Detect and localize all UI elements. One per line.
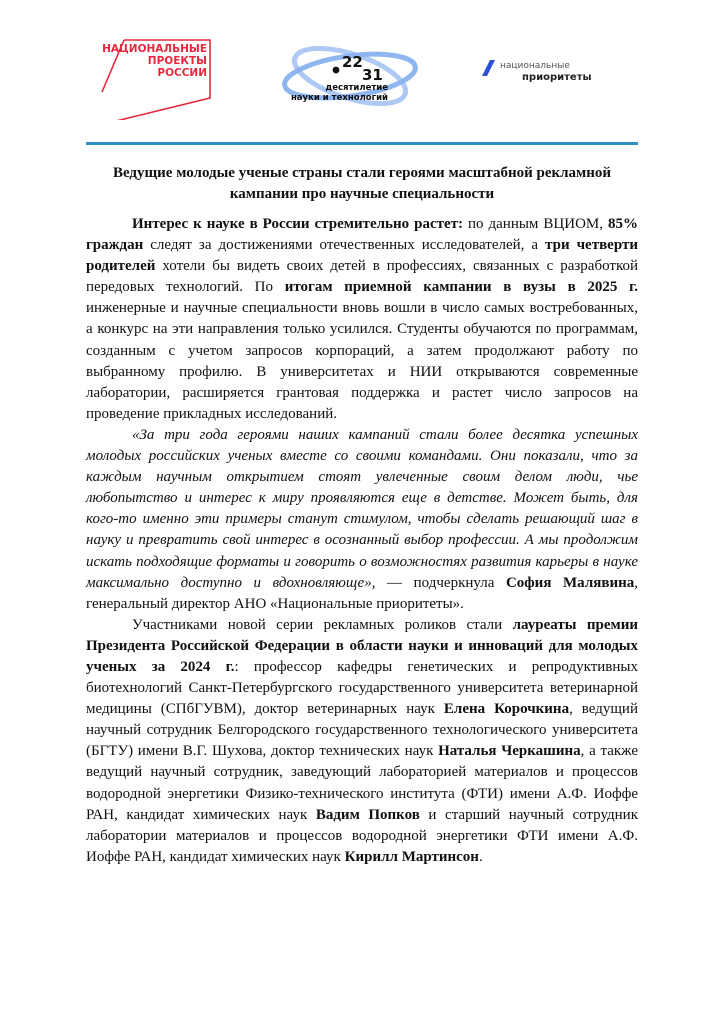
- award-laureates: лауреаты премии Президента Российской Федерации в области науки и инноваций для молодых ученых за 2024 г.: [86, 616, 638, 675]
- quote-text: «За три года героями наших кампаний стали более десятка успешных молодых российских ученых вместе со своими командами. Они показали, что за каждым научным открытием стоят увлеченные своим делом люди, чье любопытство и интерес к миру проявляются еще в детстве. Может быть, для кого-то именно эти примеры станут стимулом, чтобы сделать решающий шаг в науку и превратить свой интерес в осознанный выбор профессии. А мы продолжим искать подходящие форматы и говорить о возможностях развития карьеры в науке максимально доступно и вдохновляюще»: [86, 426, 638, 591]
- admission-results: итогам приемной кампании в вузы в 2025 г.: [284, 279, 638, 296]
- logo-decade-year-bottom: 31: [362, 66, 383, 84]
- person-name: Наталья Черкашина: [438, 743, 581, 760]
- text-span: следят за достижениями отечественных исследователей, а: [143, 237, 546, 254]
- speaker-name: София Малявина: [505, 574, 635, 591]
- logo-prio-line1: национальные: [500, 61, 570, 71]
- paragraph-participants: [86, 615, 638, 868]
- paragraph-quote: [86, 425, 638, 615]
- logo-decade-line2: науки и технологий: [290, 93, 388, 103]
- logo-np-line3: РОССИИ: [157, 67, 207, 79]
- page-title: [86, 163, 638, 205]
- person-name: Елена Корочкина: [443, 701, 570, 718]
- text-span: , а также ведущий научный сотрудник, заведующий лабораторией материалов и процессов водородной энергетики Физико-технического института (ФТИ) имени А.Ф. Иоффе РАН, кандидат химических наук: [86, 743, 638, 823]
- stat-85-percent: 85% граждан: [86, 216, 638, 254]
- text-span: , ведущий научный сотрудник Белгородского государственного технологического университета (БГТУ) имени В.Г. Шухова, доктор технических наук: [86, 701, 638, 760]
- header-divider: [86, 142, 638, 145]
- decade-of-science-logo: [280, 40, 420, 112]
- stat-three-quarters: три четверти родителей: [86, 237, 638, 275]
- speaker-title: , генеральный директор АНО «Национальные приоритеты».: [86, 574, 638, 612]
- logo-np-line2: ПРОЕКТЫ: [147, 55, 207, 67]
- logo-np-line1: НАЦИОНАЛЬНЫЕ: [102, 43, 207, 55]
- text-span: .: [478, 848, 483, 865]
- text-span: Участниками новой серии рекламных роликов стали: [132, 616, 513, 633]
- national-projects-logo-frame-icon: [100, 30, 220, 120]
- article-body: [86, 214, 638, 868]
- text-span: и старший научный сотрудник лаборатории материалов и процессов водородной энергетики ФТИ имени А.Ф. Иоффе РАН, кандидат химических наук: [86, 806, 638, 865]
- text-span: по данным ВЦИОМ,: [463, 216, 608, 232]
- title-line-1: Ведущие молодые ученые страны стали героями масштабной рекламной: [112, 165, 612, 181]
- paragraph-intro: [86, 214, 638, 425]
- national-projects-logo: [100, 30, 220, 120]
- logo-decade-year-top: 22: [342, 53, 363, 71]
- text-span: хотели бы видеть своих детей в профессиях, связанных с разработкой передовых технологий. По: [86, 258, 638, 296]
- national-priorities-logo: [478, 56, 608, 86]
- person-name: Кирилл Мартинсон: [344, 848, 479, 865]
- person-name: Вадим Попков: [315, 806, 420, 823]
- text-span: : профессор кафедры генетических и репродуктивных биотехнологий Санкт-Петербургского государственного университета ветеринарной медицины (СПбГУВМ), доктор ветеринарных наук: [86, 658, 638, 718]
- text-span: , — подчеркнула: [371, 574, 506, 591]
- orbit-rings-icon: [280, 40, 420, 112]
- logo-prio-line2: приоритеты: [522, 72, 592, 83]
- intro-lead: Интерес к науке в России стремительно растет:: [132, 216, 464, 232]
- logo-decade-line1: десятилетие: [325, 83, 388, 93]
- national-priorities-logo-mark-icon: [478, 56, 608, 86]
- text-span: инженерные и научные специальности вновь вошли в число самых востребованных, а конкурс на эти направления только усилился. Студенты обучаются по программам, созданным с учетом запросов корпораций, а затем продолжают работу по выбранному профилю. В университетах и НИИ открываются современные лаборатории, расширяется грантовая поддержка и растет число запросов на проведение прикладных исследований.: [86, 300, 638, 422]
- title-line-2: кампании про научные специальности: [229, 186, 495, 202]
